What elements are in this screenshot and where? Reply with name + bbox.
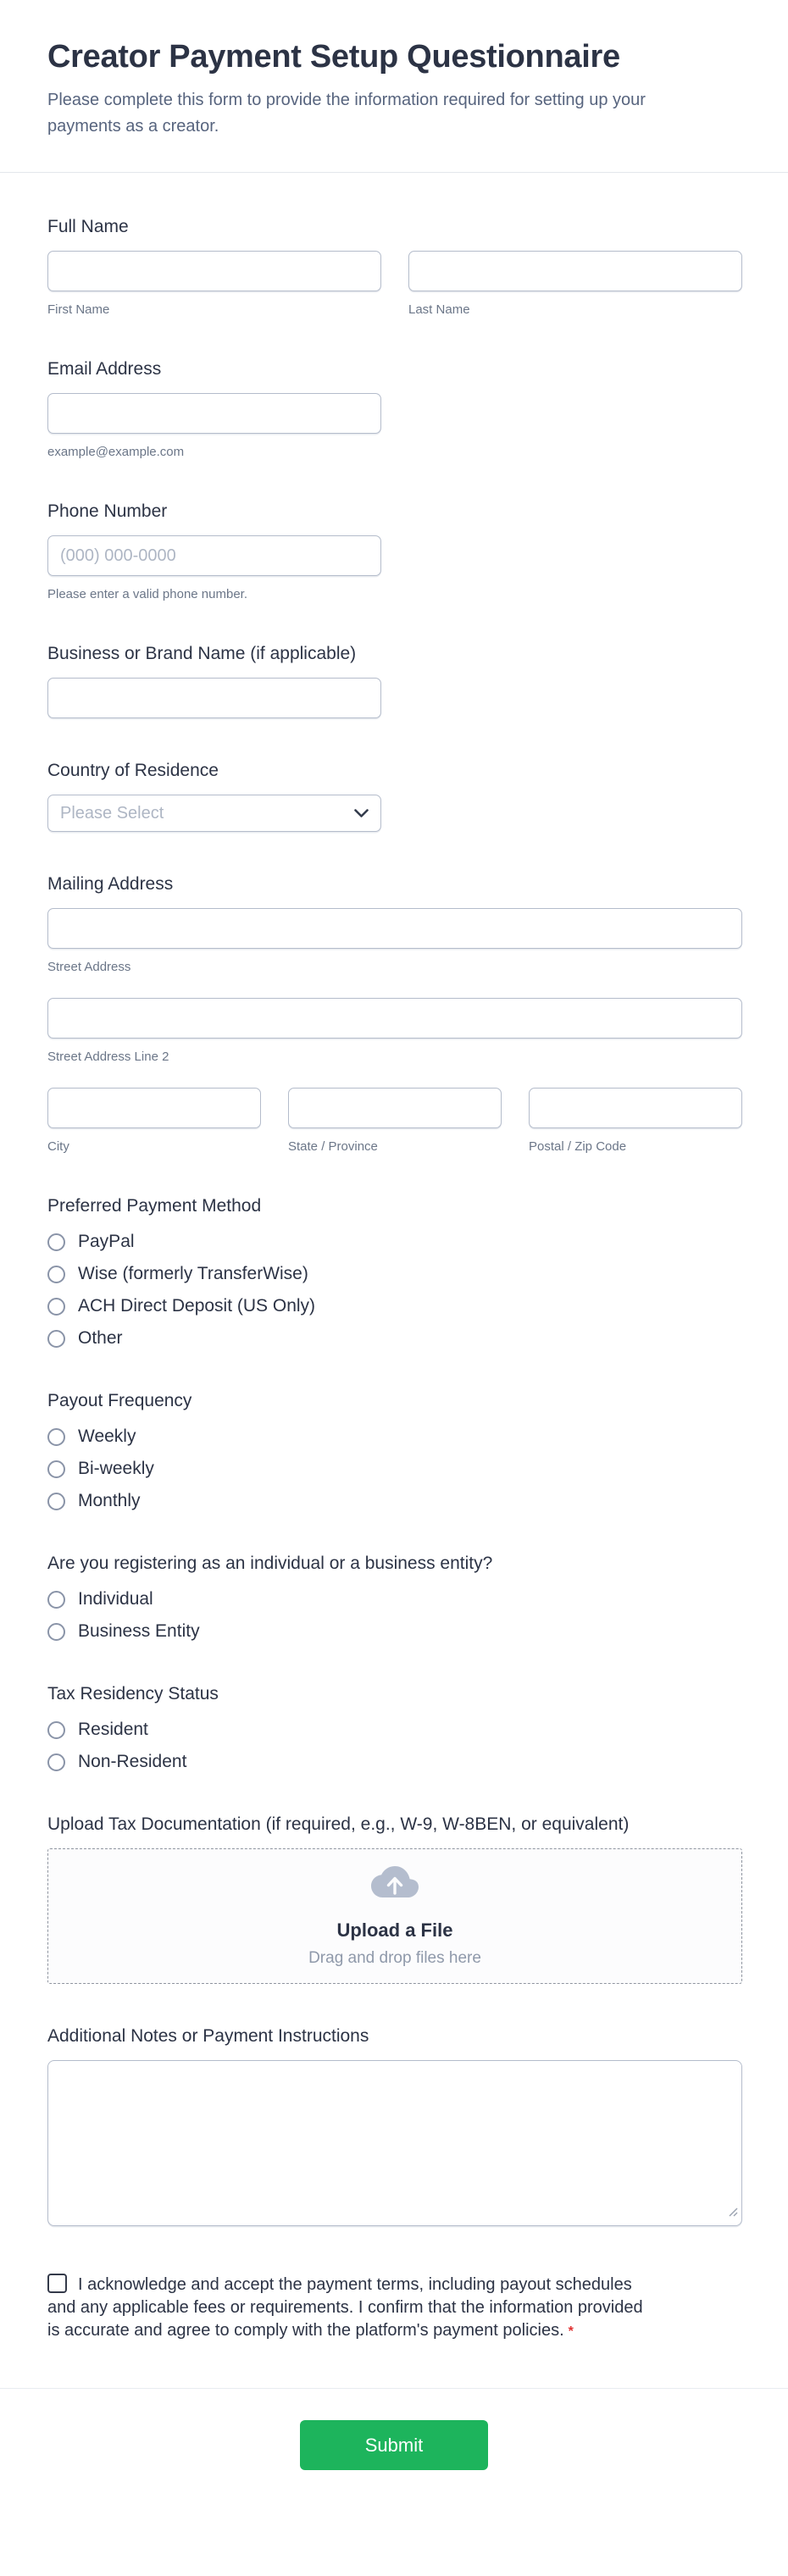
- field-mailing-address: [47, 874, 742, 1154]
- payout-frequency-label: Payout Frequency: [47, 1391, 192, 1410]
- field-notes: [47, 2026, 742, 2226]
- phone-sublabel: Please enter a valid phone number.: [47, 587, 247, 601]
- country-select[interactable]: [47, 795, 381, 832]
- city-input[interactable]: [47, 1088, 261, 1128]
- state-sublabel: State / Province: [288, 1139, 378, 1154]
- radio-icon: [47, 1721, 65, 1739]
- street-address-2-input[interactable]: [47, 998, 742, 1039]
- form-body: [0, 173, 788, 2342]
- business-name-label: Business or Brand Name (if applicable): [47, 644, 357, 663]
- entity-type-label: Are you registering as an individual or a business entity?: [47, 1554, 493, 1573]
- radio-icon: [47, 1298, 65, 1316]
- notes-label: Additional Notes or Payment Instructions: [47, 2026, 369, 2046]
- radio-icon: [47, 1330, 65, 1348]
- field-email: [47, 359, 742, 459]
- tax-residency-label: Tax Residency Status: [47, 1684, 219, 1703]
- radio-business-entity[interactable]: Business Entity: [47, 1621, 742, 1642]
- submit-button[interactable]: Submit: [300, 2420, 488, 2470]
- radio-icon: [47, 1493, 65, 1510]
- tax-docs-label: Upload Tax Documentation (if required, e.g., W-9, W-8BEN, or equivalent): [47, 1814, 630, 1834]
- street-address-2-sublabel: Street Address Line 2: [47, 1050, 169, 1064]
- zip-sublabel: Postal / Zip Code: [529, 1139, 627, 1154]
- field-business-name: [47, 644, 742, 718]
- radio-resident[interactable]: Resident: [47, 1720, 742, 1740]
- email-input[interactable]: [47, 393, 381, 434]
- radio-biweekly[interactable]: Bi-weekly: [47, 1459, 742, 1479]
- radio-icon: [47, 1460, 65, 1478]
- radio-icon: [47, 1266, 65, 1283]
- radio-individual[interactable]: Individual: [47, 1589, 742, 1609]
- last-name-input[interactable]: [408, 251, 742, 291]
- field-tax-docs: [47, 1814, 742, 1984]
- radio-icon: [47, 1753, 65, 1771]
- last-name-sublabel: Last Name: [408, 302, 470, 317]
- page-subtitle: Please complete this form to provide the information required for setting up your payments as a creator.: [47, 91, 646, 136]
- country-select-placeholder: Please Select: [60, 803, 164, 823]
- terms-checkbox[interactable]: [47, 2274, 67, 2293]
- field-entity-type: [47, 1554, 742, 1642]
- field-payment-method: [47, 1196, 742, 1349]
- radio-wise[interactable]: Wise (formerly TransferWise): [47, 1264, 742, 1284]
- mailing-address-label: Mailing Address: [47, 874, 174, 894]
- zip-input[interactable]: [529, 1088, 742, 1128]
- terms-text: I acknowledge and accept the payment terms, including payout schedules and any applicable fees or requirements. I confirm that the information provided is accurate and agree to comply with the platform's payment policies.: [47, 2275, 643, 2340]
- upload-title: Upload a File: [336, 1920, 453, 1941]
- form-header: [0, 0, 788, 173]
- radio-icon: [47, 1623, 65, 1641]
- notes-textarea[interactable]: [47, 2060, 742, 2226]
- phone-label: Phone Number: [47, 501, 168, 521]
- city-sublabel: City: [47, 1139, 69, 1154]
- full-name-label: Full Name: [47, 217, 129, 236]
- field-phone: [47, 501, 742, 601]
- email-label: Email Address: [47, 359, 162, 379]
- street-address-input[interactable]: [47, 908, 742, 949]
- country-label: Country of Residence: [47, 761, 219, 780]
- first-name-sublabel: First Name: [47, 302, 110, 317]
- first-name-input[interactable]: [47, 251, 381, 291]
- radio-icon: [47, 1591, 65, 1609]
- radio-non-resident[interactable]: Non-Resident: [47, 1752, 742, 1772]
- business-name-input[interactable]: [47, 678, 381, 718]
- field-country: [47, 761, 742, 832]
- submit-bar: [0, 2388, 788, 2515]
- radio-paypal[interactable]: PayPal: [47, 1232, 742, 1252]
- radio-icon: [47, 1233, 65, 1251]
- radio-ach[interactable]: ACH Direct Deposit (US Only): [47, 1296, 742, 1316]
- cloud-upload-icon: [370, 1864, 419, 1906]
- required-asterisk: *: [568, 2324, 574, 2339]
- file-upload-dropzone[interactable]: [47, 1848, 742, 1984]
- upload-hint: Drag and drop files here: [308, 1949, 481, 1967]
- radio-monthly[interactable]: Monthly: [47, 1491, 742, 1511]
- radio-weekly[interactable]: Weekly: [47, 1426, 742, 1447]
- page-title: Creator Payment Setup Questionnaire: [47, 39, 620, 75]
- street-address-sublabel: Street Address: [47, 960, 131, 974]
- field-payout-frequency: [47, 1391, 742, 1511]
- chevron-down-icon: [354, 804, 369, 823]
- field-terms: [47, 2274, 651, 2342]
- email-sublabel: example@example.com: [47, 445, 185, 459]
- phone-input[interactable]: [47, 535, 381, 576]
- field-full-name: [47, 217, 742, 317]
- radio-other[interactable]: Other: [47, 1328, 742, 1349]
- payment-method-label: Preferred Payment Method: [47, 1196, 262, 1216]
- field-tax-residency: [47, 1684, 742, 1772]
- radio-icon: [47, 1428, 65, 1446]
- state-input[interactable]: [288, 1088, 502, 1128]
